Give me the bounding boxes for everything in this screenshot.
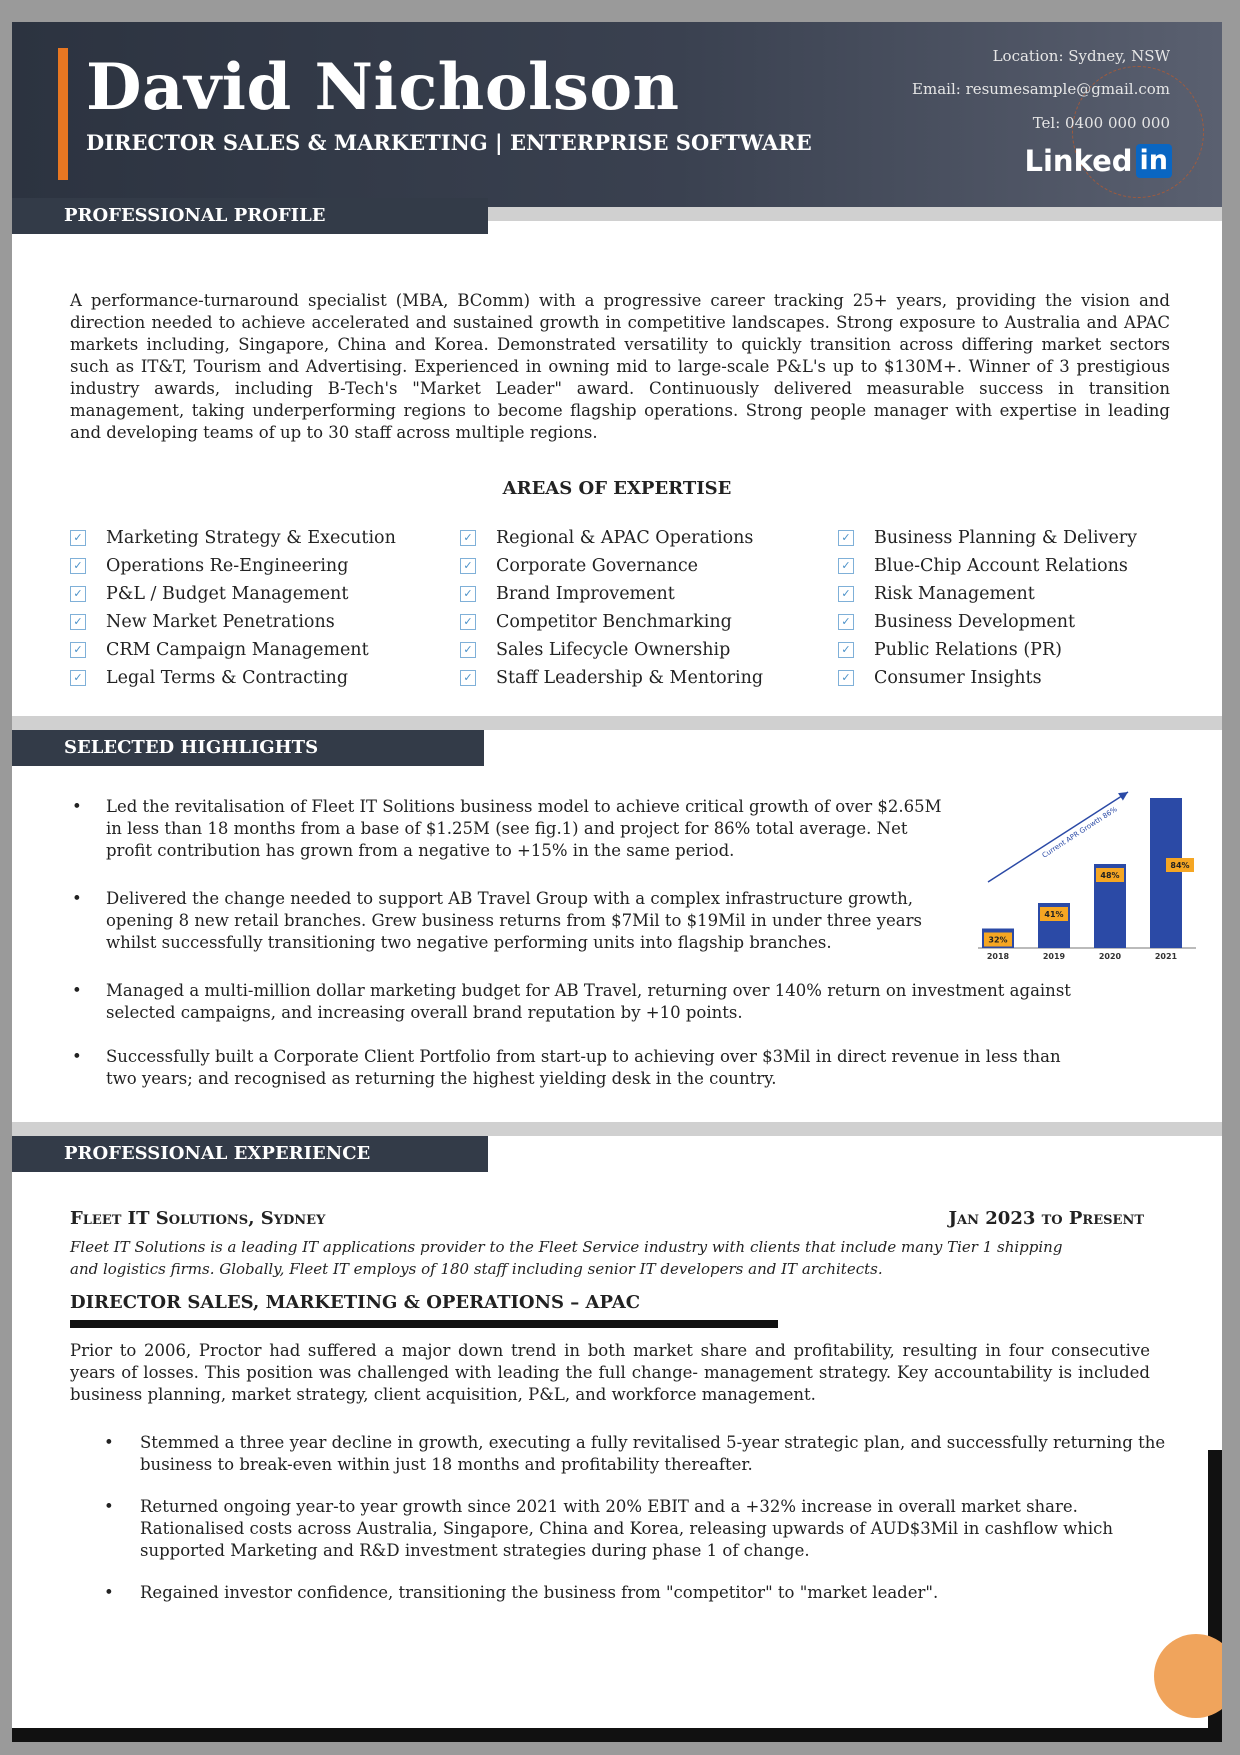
expertise-label: Consumer Insights xyxy=(874,668,1042,688)
expertise-label: Public Relations (PR) xyxy=(874,640,1062,660)
checkbox-icon: ✓ xyxy=(460,558,476,574)
checkbox-icon: ✓ xyxy=(70,558,86,574)
achievement-text: Regained investor confidence, transitioning the business from "competitor" to "market leader". xyxy=(140,1583,939,1602)
expertise-label: Corporate Governance xyxy=(496,556,699,576)
expertise-item xyxy=(838,580,1137,608)
chart-tick-label: 2018 xyxy=(986,952,1010,961)
highlights-heading: SELECTED HIGHLIGHTS xyxy=(12,730,484,766)
expertise-label: Marketing Strategy & Execution xyxy=(106,528,396,548)
header-accent-bar xyxy=(58,48,68,180)
achievement-text: Returned ongoing year-to year growth since 2021 with 20% EBIT and a +32% increase in overall market share. Rationalised costs across Australia, Singapore, China and Korea, releasing upwards of AUD$3Mil in cashflow which supported Marketing and R&D investment strategies during phase 1 of change. xyxy=(140,1497,1113,1560)
company-name: Fleet IT Solutions, Sydney xyxy=(70,1208,326,1229)
expertise-item xyxy=(70,580,396,608)
expertise-item xyxy=(460,552,763,580)
decorative-orange-circle xyxy=(1154,1634,1222,1718)
expertise-label: Business Development xyxy=(874,612,1076,632)
candidate-name: David Nicholson xyxy=(86,50,680,125)
expertise-column xyxy=(460,524,763,692)
expertise-label: Risk Management xyxy=(874,584,1035,604)
bullet-icon: • xyxy=(104,1583,114,1602)
expertise-item xyxy=(70,664,396,692)
achievement-text: Stemmed a three year decline in growth, executing a fully revitalised 5-year strategic plan, and successfully returning the business to break-even within just 18 months and profitability thereafter. xyxy=(140,1433,1166,1474)
expertise-item xyxy=(460,580,763,608)
contact-location: Location: Sydney, NSW xyxy=(992,47,1170,65)
highlight-text-line: profit contribution has grown from a negative to +15% in the same period. xyxy=(106,841,735,860)
bullet-icon: • xyxy=(104,1433,114,1452)
job-dates: Jan 2023 to Present xyxy=(948,1208,1144,1229)
expertise-item xyxy=(70,636,396,664)
expertise-item xyxy=(838,608,1137,636)
experience-heading: PROFESSIONAL EXPERIENCE xyxy=(12,1136,488,1172)
highlight-item xyxy=(72,980,1132,1024)
chart-data-label: 41% xyxy=(1044,910,1064,919)
expertise-item xyxy=(838,636,1137,664)
expertise-item xyxy=(460,664,763,692)
expertise-label: Staff Leadership & Mentoring xyxy=(496,668,764,688)
highlight-item xyxy=(72,1046,1132,1090)
expertise-column xyxy=(838,524,1137,692)
candidate-title: DIRECTOR SALES & MARKETING | ENTERPRISE SOFTWARE xyxy=(86,130,812,155)
chart-data-label: 84% xyxy=(1170,861,1190,870)
expertise-column xyxy=(70,524,396,692)
chart-bar xyxy=(1150,798,1182,948)
section-divider xyxy=(12,1122,1222,1136)
growth-bar-chart xyxy=(960,762,1200,962)
expertise-label: Brand Improvement xyxy=(496,584,675,604)
checkbox-icon: ✓ xyxy=(460,530,476,546)
checkbox-icon: ✓ xyxy=(460,586,476,602)
contact-email[interactable]: Email: resumesample@gmail.com xyxy=(912,80,1170,98)
linkedin-wordmark: Linked xyxy=(1024,144,1133,178)
highlight-text-line: two years; and recognised as returning the highest yielding desk in the country. xyxy=(106,1069,777,1088)
checkbox-icon: ✓ xyxy=(838,586,854,602)
expertise-label: Blue-Chip Account Relations xyxy=(874,556,1128,576)
expertise-label: CRM Campaign Management xyxy=(106,640,369,660)
resume-header xyxy=(12,22,1222,207)
checkbox-icon: ✓ xyxy=(838,530,854,546)
profile-heading: PROFESSIONAL PROFILE xyxy=(12,198,488,234)
expertise-item xyxy=(838,552,1137,580)
checkbox-icon: ✓ xyxy=(70,670,86,686)
checkbox-icon: ✓ xyxy=(838,670,854,686)
chart-data-label: 32% xyxy=(988,935,1008,945)
job-role: DIRECTOR SALES, MARKETING & OPERATIONS – APAC xyxy=(70,1292,641,1313)
highlight-text-line: in less than 18 months from a base of $1.25M (see fig.1) and project for 86% total average. Net xyxy=(106,819,908,838)
highlight-text-line: Successfully built a Corporate Client Portfolio from start-up to achieving over $3Mil in direct revenue in less than xyxy=(106,1047,1061,1066)
linkedin-icon: in xyxy=(1136,144,1172,178)
expertise-item xyxy=(70,552,396,580)
checkbox-icon: ✓ xyxy=(70,586,86,602)
bullet-icon: • xyxy=(72,1047,82,1066)
expertise-title: AREAS OF EXPERTISE xyxy=(502,478,732,499)
checkbox-icon: ✓ xyxy=(70,614,86,630)
chart-trend-label: Current APR Growth 86% xyxy=(1040,805,1119,860)
contact-phone: Tel: 0400 000 000 xyxy=(1032,114,1170,132)
expertise-label: Sales Lifecycle Ownership xyxy=(496,640,731,660)
linkedin-link[interactable] xyxy=(1025,144,1172,178)
bullet-icon: • xyxy=(72,981,82,1000)
checkbox-icon: ✓ xyxy=(838,558,854,574)
bullet-icon: • xyxy=(72,797,82,816)
expertise-label: Operations Re-Engineering xyxy=(106,556,349,576)
highlight-text-line: Led the revitalisation of Fleet IT Solitions business model to achieve critical growth of over $2.65M xyxy=(106,797,942,816)
checkbox-icon: ✓ xyxy=(70,530,86,546)
expertise-label: Regional & APAC Operations xyxy=(496,528,754,548)
expertise-item xyxy=(838,524,1137,552)
bullet-icon: • xyxy=(104,1497,114,1516)
expertise-label: P&L / Budget Management xyxy=(106,584,349,604)
checkbox-icon: ✓ xyxy=(838,614,854,630)
checkbox-icon: ✓ xyxy=(70,642,86,658)
section-divider xyxy=(12,716,1222,730)
expertise-item xyxy=(460,524,763,552)
checkbox-icon: ✓ xyxy=(838,642,854,658)
expertise-item xyxy=(70,608,396,636)
expertise-label: New Market Penetrations xyxy=(106,612,335,632)
highlight-text-line: Delivered the change needed to support AB Travel Group with a complex infrastructure growth, xyxy=(106,889,914,908)
role-underline xyxy=(70,1320,778,1328)
highlight-text-line: whilst successfully transitioning two negative performing units into flagship branches. xyxy=(106,933,832,952)
checkbox-icon: ✓ xyxy=(460,614,476,630)
chart-data-label: 48% xyxy=(1100,871,1120,880)
highlight-text-line: opening 8 new retail branches. Grew business returns from $7Mil to $19Mil in under three years xyxy=(106,911,922,930)
company-description: Fleet IT Solutions is a leading IT applications provider to the Fleet Service industry with clients that include many Tier 1 shipping and logistics firms. Globally, Fleet IT employs of 180 staff including senior IT developers and IT architects. xyxy=(70,1238,1063,1278)
bullet-icon: • xyxy=(72,889,82,908)
chart-tick-label: 2020 xyxy=(1098,952,1122,961)
expertise-label: Legal Terms & Contracting xyxy=(106,668,349,688)
highlight-text-line: Managed a multi-million dollar marketing budget for AB Travel, returning over 140% return on investment against xyxy=(106,981,1071,1000)
expertise-label: Business Planning & Delivery xyxy=(874,528,1138,548)
checkbox-icon: ✓ xyxy=(460,670,476,686)
expertise-item xyxy=(70,524,396,552)
expertise-item xyxy=(460,636,763,664)
expertise-label: Competitor Benchmarking xyxy=(496,612,732,632)
profile-text: A performance-turnaround specialist (MBA, BComm) with a progressive career tracking 25+ years, providing the vision and direction needed to achieve accelerated and sustained growth in competitive landscapes. Strong exposure to Australia and APAC markets including, Singapore, China and Korea. Demonstrated versatility to quickly transition across differing market sectors such as IT&T, Tourism and Advertising. Experienced in owning mid to large-scale P&L's up to $130M+. Winner of 3 prestigious industry awards, including B-Tech's "Market Leader" award. Continuously delivered measurable success in transition management, taking underperforming regions to become flagship operations. Strong people manager with expertise in leading and developing teams of up to 30 staff across multiple regions. xyxy=(70,291,1170,442)
resume-page xyxy=(12,22,1222,1742)
corner-bar-bottom xyxy=(12,1728,1222,1742)
expertise-item xyxy=(838,664,1137,692)
chart-tick-label: 2019 xyxy=(1042,952,1066,961)
job-intro: Prior to 2006, Proctor had suffered a major down trend in both market share and profitability, resulting in four consecutive years of losses. This position was challenged with leading the full change- management strategy. Key accountability is included business planning, market strategy, client acquisition, P&L, and workforce management. xyxy=(70,1341,1150,1404)
chart-tick-label: 2021 xyxy=(1154,952,1178,961)
checkbox-icon: ✓ xyxy=(460,642,476,658)
expertise-item xyxy=(460,608,763,636)
highlight-text-line: selected campaigns, and increasing overall brand reputation by +10 points. xyxy=(106,1003,743,1022)
